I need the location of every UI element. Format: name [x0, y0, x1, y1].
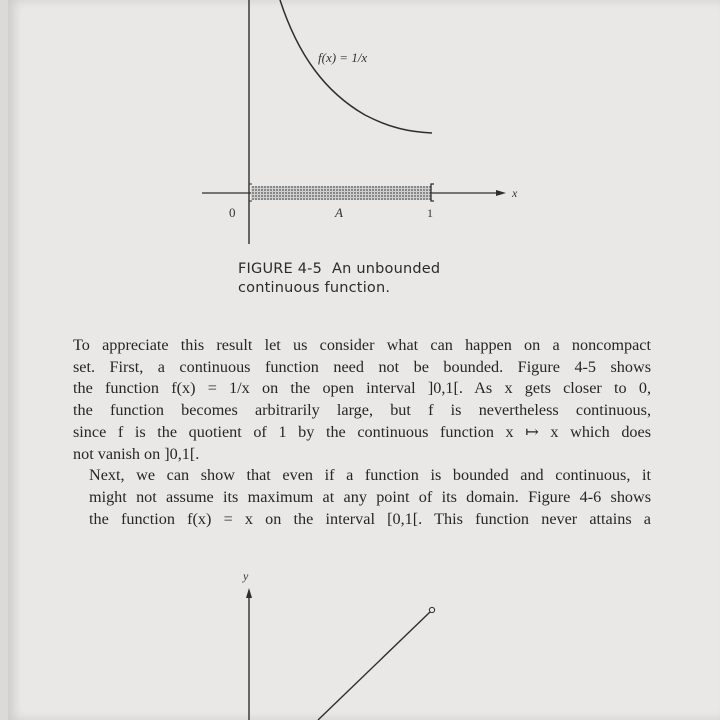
- origin-label: 0: [229, 205, 236, 220]
- text-line: Next, we can show that even if a function is bounded and continuous, it: [89, 466, 651, 485]
- text-line: the function becomes arbitrarily large, but f is nevertheless continuous,: [73, 401, 651, 420]
- text-line: the function f(x) = x on the interval [0,1[. This function never attains a: [89, 509, 651, 528]
- paragraph-1: [73, 335, 651, 465]
- caption-title-line-2: continuous function.: [238, 280, 391, 296]
- interval-a-shading: [251, 186, 431, 200]
- text-line: not vanish on ]0,1[.: [73, 444, 200, 463]
- text-line: the function f(x) = 1/x on the open interval ]0,1[. As x gets closer to 0,: [73, 379, 651, 398]
- text-line: might not assume its maximum at any point of its domain. Figure 4-6 shows: [89, 487, 651, 506]
- figure-caption: [238, 260, 538, 298]
- x-axis-arrow: [496, 190, 506, 196]
- caption-title-line-1: An unbounded: [332, 261, 441, 277]
- curve-one-over-x: [280, 0, 432, 133]
- paragraph-2: [73, 465, 651, 530]
- line-f-x-equals-x: [318, 612, 430, 720]
- x-axis-label: x: [512, 186, 518, 200]
- body-text: [73, 335, 651, 530]
- function-label: f(x) = 1/x: [318, 50, 368, 65]
- y-axis-arrow: [246, 588, 252, 598]
- text-line: To appreciate this result let us consider what can happen on a noncompact: [73, 336, 651, 354]
- interval-label: A: [335, 205, 343, 220]
- right-end-label: 1: [427, 206, 433, 220]
- text-line: set. First, a continuous function need not be bounded. Figure 4-5 shows: [73, 357, 651, 376]
- text-line: since f is the quotient of 1 by the continuous function x ↦ x which does: [73, 422, 651, 441]
- caption-label: FIGURE 4-5: [238, 261, 322, 277]
- open-endpoint: [429, 607, 434, 612]
- y-axis-label: y: [243, 569, 249, 583]
- caption-line-1: [238, 260, 538, 279]
